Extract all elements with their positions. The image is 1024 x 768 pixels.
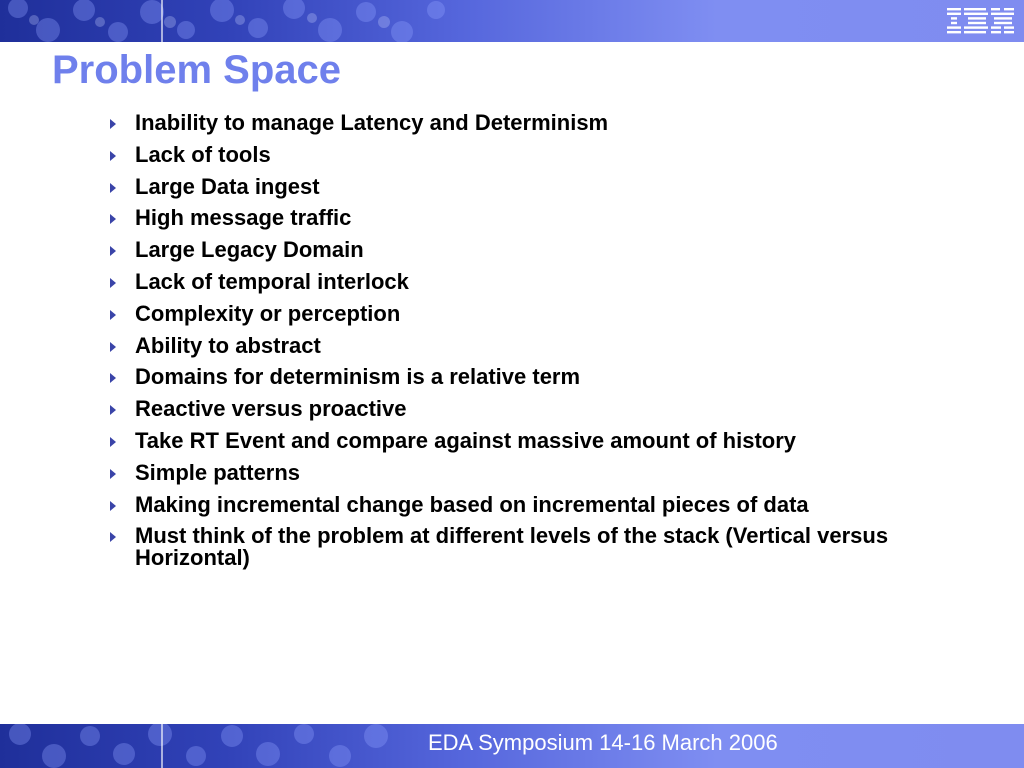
ibm-logo [946, 4, 1016, 36]
bullet-arrow-icon [110, 532, 116, 542]
bullet-label: Inability to manage Latency and Determinism [135, 110, 609, 135]
bullet-label: Making incremental change based on incremental pieces of data [135, 491, 809, 517]
list-item [108, 491, 958, 516]
list-item [108, 363, 958, 388]
top-banner [0, 0, 1024, 42]
bullet-arrow-icon [110, 469, 116, 479]
bullet-arrow-icon [110, 246, 116, 256]
list-item [108, 427, 958, 452]
bullet-label: Take RT Event and compare against massive amount of history [135, 427, 796, 453]
bullet-arrow-icon [110, 405, 116, 415]
bullet-arrow-icon [110, 151, 116, 161]
list-item [108, 332, 958, 357]
list-item [108, 173, 958, 198]
list-item [108, 522, 958, 569]
bullet-label: Lack of temporal interlock [135, 268, 409, 294]
list-item [108, 204, 958, 229]
bullet-label: Lack of tools [135, 141, 271, 167]
footer-text: EDA Symposium 14-16 March 2006 [428, 730, 778, 755]
bullet-label: Reactive versus proactive [135, 396, 407, 422]
list-item [108, 236, 958, 261]
list-item [108, 141, 958, 166]
banner-circle-pattern [0, 0, 1024, 42]
bullet-label: Large Legacy Domain [135, 237, 364, 263]
bullet-arrow-icon [110, 278, 116, 288]
bullet-arrow-icon [110, 437, 116, 447]
bullet-arrow-icon [110, 214, 116, 224]
bullet-label: Must think of the problem at different levels of the stack (Vertical versus Horizontal) [135, 523, 889, 571]
page-title: Problem Space [52, 48, 342, 92]
bullet-arrow-icon [110, 119, 116, 129]
bullet-arrow-icon [110, 183, 116, 193]
bullet-label: Large Data ingest [135, 173, 320, 199]
bullet-label: Ability to abstract [135, 332, 321, 358]
list-item [108, 459, 958, 484]
bullet-arrow-icon [110, 501, 116, 511]
bullet-list [108, 109, 958, 576]
bullet-label: High message traffic [135, 205, 352, 231]
bullet-arrow-icon [110, 310, 116, 320]
bullet-arrow-icon [110, 342, 116, 352]
bullet-label: Domains for determinism is a relative term [135, 364, 581, 390]
bullet-label: Simple patterns [135, 459, 301, 485]
list-item [108, 395, 958, 420]
list-item [108, 300, 958, 325]
list-item [108, 268, 958, 293]
bullet-label: Complexity or perception [135, 300, 401, 326]
list-item [108, 109, 958, 134]
bullet-arrow-icon [110, 373, 116, 383]
